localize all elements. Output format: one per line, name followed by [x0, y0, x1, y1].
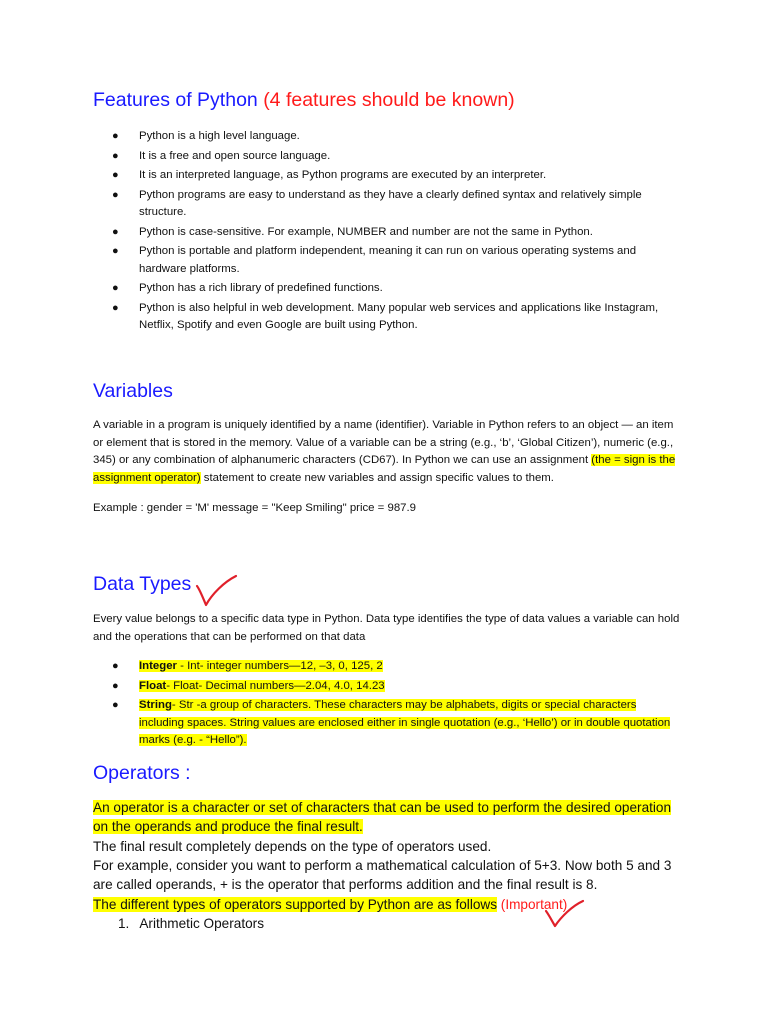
bullet-icon: ● — [112, 225, 119, 238]
data-types-list — [112, 658, 684, 752]
features-heading — [93, 88, 515, 112]
features-list — [112, 128, 672, 337]
features-title: Features of Python — [93, 89, 258, 111]
list-item: ● Python is a high level language. — [112, 128, 672, 146]
list-number: 1. — [118, 916, 130, 931]
variables-example: Example : gender = 'M' message = "Keep Smiling" price = 987.9 — [93, 502, 417, 514]
list-item: ● Python is portable and platform independent, meaning it can run on various operating systems and hardware platforms. — [112, 245, 637, 275]
operators-definition: An operator is a character or set of characters that can be used to perform the desired operation on the operands and produce the final result. — [93, 800, 672, 834]
bullet-icon: ● — [112, 130, 119, 142]
important-note: (Important) — [497, 897, 568, 912]
list-item: ● Float- Float- Decimal numbers—2.04, 4.0, 14.23 — [112, 678, 684, 696]
bullet-icon: ● — [112, 699, 119, 711]
checkmark-icon — [543, 897, 587, 929]
operators-types-line: The different types of operators supported by Python are as follows (Important) — [93, 897, 568, 912]
bullet-icon: ● — [112, 245, 119, 257]
operators-numbered-list — [118, 915, 264, 934]
bullet-icon: ● — [112, 301, 119, 314]
list-item: ● Integer - Int- integer numbers—12, –3, 0, 125, 2 — [112, 658, 684, 676]
list-item: Arithmetic Operators — [139, 916, 264, 931]
bullet-icon: ● — [112, 660, 119, 672]
bullet-icon: ● — [112, 169, 119, 181]
features-title-note: (4 features should be known) — [263, 89, 515, 111]
list-item: ● It is an interpreted language, as Python programs are executed by an interpreter. — [112, 167, 672, 185]
list-item: ● String- Str -a group of characters. These characters may be alphabets, digits or special characters including spaces. String values are enclosed either in single quotation (e.g., ‘Hello’) or in double quotation marks (e.g. - “Hello”). — [112, 699, 671, 746]
bullet-icon: ● — [112, 679, 119, 692]
operators-line2: The final result completely depends on the type of operators used. — [93, 839, 492, 854]
variables-heading: Variables — [93, 380, 173, 402]
list-item: ● Python programs are easy to understand as they have a clearly defined syntax and relatively simple structure. — [112, 188, 642, 218]
operators-example: For example, consider you want to perform a mathematical calculation of 5+3. Now both 5 and 3 are called operands, + is the operator that performs addition and the final result is 8. — [93, 858, 672, 892]
bullet-icon: ● — [112, 282, 119, 294]
bullet-icon: ● — [112, 149, 119, 162]
list-item: ● Python is case-sensitive. For example, NUMBER and number are not the same in Python. — [112, 224, 672, 242]
highlighted-text: (the = sign is the assignment operator) — [93, 454, 676, 484]
data-types-intro: Every value belongs to a specific data type in Python. Data type identifies the type of data values a variable can hold and the operations that can be performed on that data — [93, 613, 680, 643]
data-types-heading: Data Types — [93, 573, 192, 595]
bullet-icon: ● — [112, 188, 119, 201]
list-item: ● Python is also helpful in web development. Many popular web services and applications like Instagram, Netflix, Spotify and even Google are built using Python. — [112, 301, 659, 331]
variables-paragraph: A variable in a program is uniquely identified by a name (identifier). Variable in Python refers to an object — an item or element that is stored in the memory. Value of a variable can be a string (e.g., ‘b’, ‘Global Citizen’), numeric (e.g., 345) or any combination of alphanumeric characters (CD67). In Python we can use an assignment (the = sign is the assignment operator) statement to create new variables and assign specific values to them. — [93, 419, 676, 484]
checkmark-icon — [194, 572, 240, 608]
operators-heading: Operators : — [93, 762, 191, 784]
list-item: ● Python has a rich library of predefined functions. — [112, 280, 672, 298]
list-item: ● It is a free and open source language. — [112, 148, 672, 166]
